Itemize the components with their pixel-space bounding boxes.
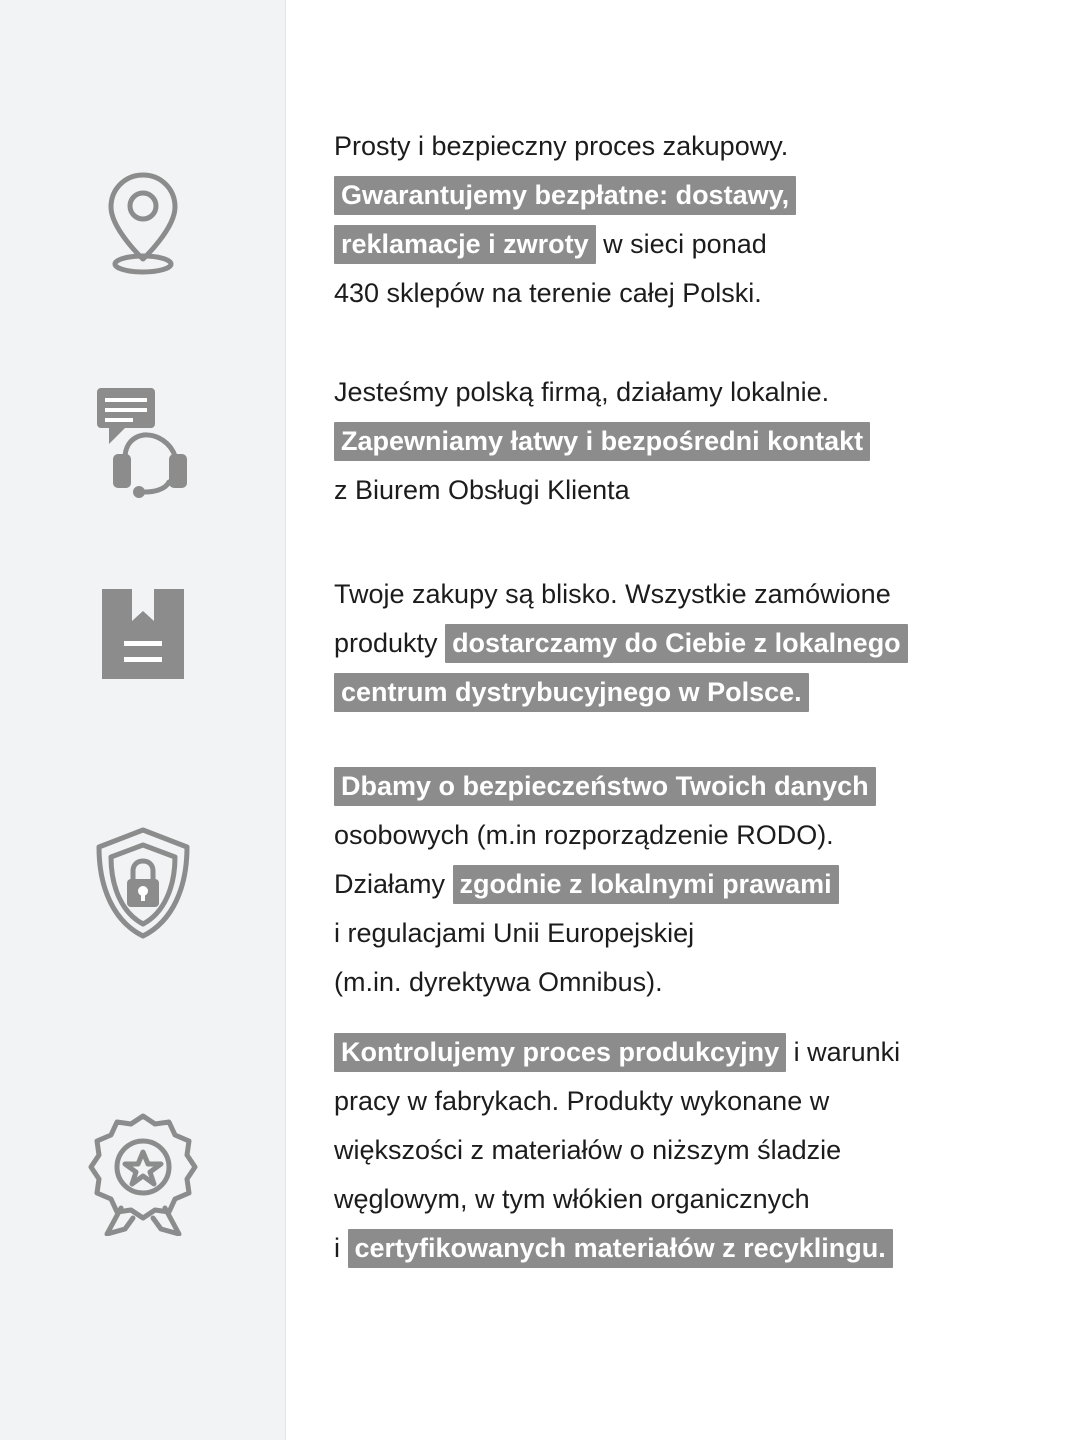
highlighted-text: dostarczamy do Ciebie z lokalnego (445, 624, 908, 663)
location-pin-icon (0, 168, 285, 278)
text-line (334, 466, 1014, 515)
highlighted-text: Zapewniamy łatwy i bezpośredni kontakt (334, 422, 870, 461)
text-line (334, 762, 1014, 811)
plain-text: Jesteśmy polską firmą, działamy lokalnie. (334, 377, 830, 407)
plain-text: z Biurem Obsługi Klienta (334, 475, 630, 505)
info-block-production (334, 1028, 1014, 1273)
text-line (334, 860, 1014, 909)
text-line (334, 958, 1014, 1007)
text-line (334, 1077, 1014, 1126)
highlighted-text: centrum dystrybucyjnego w Polsce. (334, 673, 809, 712)
plain-text: 430 sklepów na terenie całej Polski. (334, 278, 762, 308)
info-block-contact (334, 368, 1014, 515)
highlighted-text: Kontrolujemy proces produkcyjny (334, 1033, 786, 1072)
plain-text: węglowym, w tym włókien organicznych (334, 1184, 810, 1214)
highlighted-text: Gwarantujemy bezpłatne: dostawy, (334, 176, 796, 215)
package-box-icon (0, 578, 285, 688)
highlighted-text: zgodnie z lokalnymi prawami (453, 865, 839, 904)
plain-text: i (334, 1233, 348, 1263)
text-line (334, 220, 1014, 269)
plain-text: pracy w fabrykach. Produkty wykonane w (334, 1086, 830, 1116)
text-line (334, 619, 1014, 668)
plain-text: w sieci ponad (595, 229, 767, 259)
text-line (334, 269, 1014, 318)
text-line (334, 909, 1014, 958)
text-line (334, 570, 1014, 619)
text-line (334, 171, 1014, 220)
plain-text: Działamy (334, 869, 453, 899)
highlighted-text: Dbamy o bezpieczeństwo Twoich danych (334, 767, 876, 806)
info-block-privacy (334, 762, 1014, 1007)
text-line (334, 1175, 1014, 1224)
plain-text: i warunki (786, 1037, 901, 1067)
text-line (334, 811, 1014, 860)
text-line (334, 368, 1014, 417)
text-line (334, 1028, 1014, 1077)
text-line (334, 1126, 1014, 1175)
plain-text: (m.in. dyrektywa Omnibus). (334, 967, 663, 997)
headset-support-icon (0, 382, 285, 497)
plain-text: i regulacjami Unii Europejskiej (334, 918, 695, 948)
shield-lock-icon (0, 825, 285, 940)
text-line (334, 417, 1014, 466)
plain-text: Twoje zakupy są blisko. Wszystkie zamówione (334, 579, 891, 609)
plain-text: większości z materiałów o niższym śladzie (334, 1135, 842, 1165)
plain-text: produkty (334, 628, 446, 658)
text-line (334, 122, 1014, 171)
text-content (286, 0, 1080, 1440)
text-line (334, 1224, 1014, 1273)
quality-award-icon (0, 1110, 285, 1235)
text-line (334, 668, 1014, 717)
info-block-distribution (334, 570, 1014, 717)
plain-text: Prosty i bezpieczny proces zakupowy. (334, 131, 789, 161)
highlighted-text: certyfikowanych materiałów z recyklingu. (348, 1229, 893, 1268)
info-block-delivery (334, 122, 1014, 318)
highlighted-text: reklamacje i zwroty (334, 225, 596, 264)
plain-text: osobowych (m.in rozporządzenie RODO). (334, 820, 834, 850)
icon-sidebar (0, 0, 286, 1440)
